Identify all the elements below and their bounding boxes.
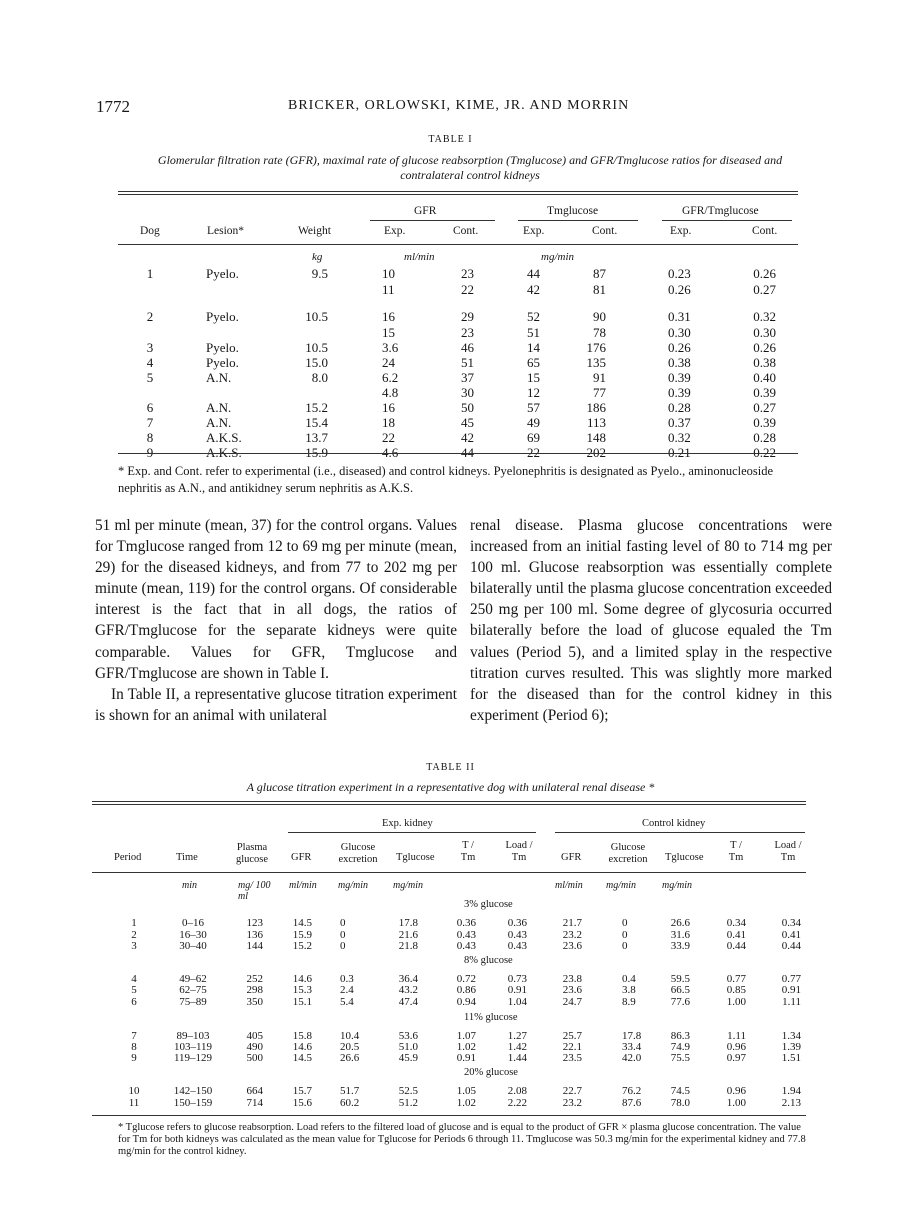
t2-cell-c-gfr: 25.7	[562, 1030, 582, 1042]
t2-cell-c-gfr: 23.6	[562, 940, 582, 952]
t1-cell-gfr-exp: 10	[382, 266, 395, 281]
t1-cell-dog: 8	[146, 430, 154, 445]
t1-cell-gfr-cont: 37	[461, 370, 474, 385]
t2-cell-c-exc: 0	[622, 929, 628, 941]
t2-cell-c-tg: 33.9	[670, 940, 690, 952]
t2-cell-e-load: 1.04	[507, 996, 527, 1008]
t1-cell-tm-exp: 51	[527, 325, 540, 340]
t1-col-dog: Dog	[140, 225, 160, 237]
t2-section-label: 3% glucose	[464, 899, 513, 910]
t1-cell-dog: 1	[146, 266, 154, 281]
t2-cell-plasma: 714	[246, 1097, 263, 1109]
t1-cell-tm-exp: 12	[527, 385, 540, 400]
t1-cell-weight: 15.2	[305, 400, 328, 415]
t2-cell-c-load: 0.44	[781, 940, 801, 952]
t2-cell-c-load: 0.91	[781, 984, 801, 996]
t1-cell-ratio-exp: 0.31	[668, 309, 691, 324]
t2-cell-e-tg: 51.0	[398, 1041, 418, 1053]
t2-cell-c-load: 0.34	[781, 917, 801, 929]
t2-cell-e-gfr: 15.1	[292, 996, 312, 1008]
t2-cell-plasma: 350	[246, 996, 263, 1008]
t2-cell-e-load: 1.27	[507, 1030, 527, 1042]
t2-cell-e-ttm: 1.02	[456, 1097, 476, 1109]
t2-cell-c-tg: 59.5	[670, 973, 690, 985]
t1-cell-ratio-exp: 0.39	[668, 385, 691, 400]
t1-cell-tm-exp: 14	[527, 340, 540, 355]
t1-cell-ratio-exp: 0.23	[668, 266, 691, 281]
t1-unit-weight: kg	[312, 251, 323, 263]
t1-cell-weight: 8.0	[311, 370, 328, 385]
t1-cell-tm-exp: 22	[527, 445, 540, 460]
t1-group-gfr: GFR	[414, 205, 437, 217]
t1-cell-gfr-exp: 3.6	[382, 340, 399, 355]
t2-cell-time: 49–62	[179, 973, 207, 985]
t2-cell-e-tg: 17.8	[398, 917, 418, 929]
t1-cell-weight: 13.7	[305, 430, 328, 445]
t2-cell-c-gfr: 23.6	[562, 984, 582, 996]
t2-cell-period: 5	[131, 984, 137, 996]
t1-cell-gfr-exp: 15	[382, 325, 395, 340]
t2-cell-e-gfr: 14.6	[292, 1041, 312, 1053]
t2-group-cont: Control kidney	[642, 818, 706, 829]
t2-cell-c-gfr: 23.5	[562, 1052, 582, 1064]
t2-cell-e-ttm: 0.94	[456, 996, 476, 1008]
body-column-right	[470, 515, 832, 726]
page-number: 1772	[96, 97, 130, 116]
t1-col-lesion: Lesion*	[207, 225, 245, 237]
t2-cell-c-load: 0.41	[781, 929, 801, 941]
t2-cell-e-exc: 60.2	[340, 1097, 360, 1109]
t2-cell-c-gfr: 23.8	[562, 973, 582, 985]
t2-cell-e-exc: 0	[340, 940, 346, 952]
t2-cell-c-gfr: 24.7	[562, 996, 582, 1008]
t2-cell-c-ttm: 0.34	[726, 917, 746, 929]
t2-col-exp-tglucose: Tglucose	[396, 852, 435, 863]
t1-cell-lesion: A.N.	[206, 370, 232, 385]
t1-cell-gfr-cont: 23	[461, 266, 474, 281]
t2-cell-period: 2	[131, 929, 137, 941]
t2-cell-c-exc: 0.4	[622, 973, 636, 985]
t1-cell-dog: 7	[146, 415, 154, 430]
t1-col-tm-exp: Exp.	[523, 225, 545, 237]
t2-cell-c-ttm: 0.96	[726, 1041, 746, 1053]
t2-cell-e-exc: 20.5	[340, 1041, 360, 1053]
t2-cell-time: 75–89	[179, 996, 207, 1008]
t2-cell-c-load: 1.39	[781, 1041, 801, 1053]
t2-cell-plasma: 144	[246, 940, 263, 952]
t2-cell-c-load: 1.34	[781, 1030, 801, 1042]
t2-cell-e-ttm: 0.72	[456, 973, 476, 985]
t2-unit-exp-gfr: ml/min	[289, 880, 317, 891]
t2-cell-e-exc: 0	[340, 917, 346, 929]
t2-cell-e-tg: 51.2	[398, 1097, 418, 1109]
t2-cell-period: 9	[131, 1052, 137, 1064]
t1-cell-gfr-exp: 18	[382, 415, 395, 430]
running-head: BRICKER, ORLOWSKI, KIME, JR. AND MORRIN	[288, 98, 630, 113]
t1-cell-tm-cont: 81	[593, 282, 606, 297]
t2-cell-c-tg: 26.6	[670, 917, 690, 929]
t2-col-exp-excretion: Glucose excretion	[338, 842, 378, 865]
t2-cell-c-gfr: 22.1	[562, 1041, 582, 1053]
t1-cell-ratio-exp: 0.26	[668, 340, 691, 355]
t1-cell-lesion: Pyelo.	[206, 309, 239, 324]
t2-cell-c-tg: 74.9	[670, 1041, 690, 1053]
t1-cell-ratio-cont: 0.38	[753, 355, 776, 370]
t2-unit-time: min	[182, 880, 197, 891]
t1-col-tm-cont: Cont.	[592, 225, 618, 237]
t2-cell-c-exc: 87.6	[622, 1097, 642, 1109]
t1-cell-gfr-cont: 50	[461, 400, 474, 415]
t1-cell-tm-cont: 148	[586, 430, 606, 445]
t2-cell-period: 8	[131, 1041, 137, 1053]
t2-cell-c-gfr: 23.2	[562, 929, 582, 941]
t2-cell-e-exc: 26.6	[340, 1052, 360, 1064]
t1-cell-dog: 4	[146, 355, 154, 370]
t2-cell-e-load: 2.08	[507, 1085, 527, 1097]
t2-unit-exp-tglucose: mg/min	[393, 880, 423, 891]
t2-cell-c-load: 1.11	[782, 996, 801, 1008]
t2-cell-e-tg: 45.9	[398, 1052, 418, 1064]
t2-unit-cont-gfr: ml/min	[555, 880, 583, 891]
t2-cell-c-ttm: 0.96	[726, 1085, 746, 1097]
t1-cell-ratio-exp: 0.28	[668, 400, 691, 415]
t2-unit-plasma: mg/ 100 ml	[238, 880, 271, 902]
t1-cell-lesion: Pyelo.	[206, 355, 239, 370]
t2-cell-c-exc: 8.9	[622, 996, 636, 1008]
body-right-paragraph-1: renal disease. Plasma glucose concentrations were increased from an initial fasting level of 80 to 714 mg per 100 ml. Glucose reabsorption was essentially complete bilaterally until the plasma glucose concentration exceeded 250 mg per 100 ml. Some degree of glycosuria occurred bilaterally before the load of glucose equaled the Tm values (Period 5), and a limited splay in the respective titration curves resulted. This was slightly more marked for the diseased than for the control kidney in this experiment (Period 6);	[470, 517, 832, 724]
t2-cell-e-gfr: 14.5	[292, 1052, 312, 1064]
t1-cell-dog: 3	[146, 340, 154, 355]
t2-cell-e-gfr: 14.6	[292, 973, 312, 985]
body-column-left	[95, 515, 457, 726]
t2-cell-e-exc: 0.3	[340, 973, 354, 985]
t1-cell-ratio-exp: 0.30	[668, 325, 691, 340]
t2-cell-c-exc: 0	[622, 917, 628, 929]
t2-col-exp-gfr: GFR	[291, 852, 312, 863]
t1-cell-tm-exp: 65	[527, 355, 540, 370]
t1-cell-ratio-exp: 0.38	[668, 355, 691, 370]
t2-cell-e-exc: 51.7	[340, 1085, 360, 1097]
t1-cell-gfr-cont: 30	[461, 385, 474, 400]
t2-cell-e-tg: 36.4	[398, 973, 418, 985]
t1-cell-weight: 15.9	[305, 445, 328, 460]
t1-cell-tm-exp: 42	[527, 282, 540, 297]
t2-cell-time: 150–159	[173, 1097, 213, 1109]
t1-cell-gfr-cont: 51	[461, 355, 474, 370]
t2-cell-c-exc: 17.8	[622, 1030, 642, 1042]
t2-cell-period: 6	[131, 996, 137, 1008]
t1-cell-tm-exp: 44	[527, 266, 540, 281]
t2-cell-c-ttm: 1.11	[727, 1030, 746, 1042]
t2-cell-e-tg: 43.2	[398, 984, 418, 996]
t1-cell-gfr-exp: 16	[382, 400, 395, 415]
t1-cell-tm-cont: 87	[593, 266, 606, 281]
t1-cell-lesion: Pyelo.	[206, 266, 239, 281]
t1-cell-ratio-exp: 0.21	[668, 445, 691, 460]
table2-label: TABLE II	[426, 762, 475, 773]
t2-cell-e-tg: 52.5	[398, 1085, 418, 1097]
t1-cell-ratio-cont: 0.27	[753, 400, 776, 415]
t1-cell-tm-cont: 113	[586, 415, 606, 430]
t1-cell-ratio-cont: 0.39	[753, 415, 776, 430]
t2-cell-e-ttm: 0.43	[456, 940, 476, 952]
t1-col-weight: Weight	[298, 225, 331, 237]
t2-cell-e-gfr: 15.6	[292, 1097, 312, 1109]
t2-section-label: 20% glucose	[464, 1067, 518, 1078]
t2-cell-time: 16–30	[179, 929, 207, 941]
t2-cell-c-tg: 77.6	[670, 996, 690, 1008]
t1-cell-ratio-exp: 0.32	[668, 430, 691, 445]
t2-cell-e-tg: 47.4	[398, 996, 418, 1008]
t1-col-gfr-cont: Cont.	[453, 225, 479, 237]
t1-cell-lesion: A.K.S.	[206, 445, 242, 460]
t1-cell-weight: 15.0	[305, 355, 328, 370]
t1-cell-ratio-cont: 0.30	[753, 325, 776, 340]
t2-cell-c-ttm: 0.41	[726, 929, 746, 941]
t2-cell-plasma: 405	[246, 1030, 263, 1042]
t2-cell-e-load: 0.73	[507, 973, 527, 985]
t1-cell-tm-cont: 176	[586, 340, 606, 355]
t2-cell-e-ttm: 0.91	[456, 1052, 476, 1064]
t1-cell-tm-exp: 49	[527, 415, 540, 430]
t1-cell-weight: 9.5	[311, 266, 328, 281]
t2-cell-plasma: 664	[246, 1085, 263, 1097]
t2-cell-e-ttm: 0.36	[456, 917, 476, 929]
t1-cell-tm-exp: 57	[527, 400, 540, 415]
t2-cell-e-ttm: 0.86	[456, 984, 476, 996]
t1-cell-lesion: A.K.S.	[206, 430, 242, 445]
t1-cell-tm-cont: 202	[586, 445, 606, 460]
t1-cell-lesion: Pyelo.	[206, 340, 239, 355]
t1-cell-ratio-cont: 0.27	[753, 282, 776, 297]
t1-cell-gfr-cont: 22	[461, 282, 474, 297]
t1-cell-ratio-cont: 0.22	[753, 445, 776, 460]
t1-cell-gfr-exp: 6.2	[382, 370, 399, 385]
t2-cell-c-ttm: 0.44	[726, 940, 746, 952]
t2-cell-e-ttm: 1.05	[456, 1085, 476, 1097]
t2-group-exp: Exp. kidney	[382, 818, 433, 829]
t1-cell-ratio-cont: 0.26	[753, 340, 776, 355]
t2-col-cont-load: Load / Tm	[774, 840, 802, 863]
t2-cell-e-exc: 5.4	[340, 996, 354, 1008]
t2-cell-e-tg: 53.6	[398, 1030, 418, 1042]
t1-cell-gfr-cont: 44	[461, 445, 474, 460]
t2-cell-e-gfr: 15.3	[292, 984, 312, 996]
t1-cell-dog: 2	[146, 309, 154, 324]
t1-group-tm: Tmglucose	[547, 205, 599, 217]
t1-cell-ratio-cont: 0.32	[753, 309, 776, 324]
t1-cell-tm-cont: 186	[586, 400, 606, 415]
t2-cell-plasma: 252	[246, 973, 263, 985]
t1-cell-gfr-exp: 24	[382, 355, 395, 370]
t1-cell-gfr-exp: 16	[382, 309, 395, 324]
t2-cell-e-ttm: 1.07	[456, 1030, 476, 1042]
t2-col-exp-ttm: T / Tm	[460, 840, 476, 863]
t2-cell-c-tg: 66.5	[670, 984, 690, 996]
t1-cell-lesion: A.N.	[206, 400, 232, 415]
t2-cell-e-gfr: 15.7	[292, 1085, 312, 1097]
t1-cell-gfr-cont: 29	[461, 309, 474, 324]
t1-cell-weight: 15.4	[305, 415, 328, 430]
t2-cell-time: 119–129	[173, 1052, 213, 1064]
t1-cell-gfr-exp: 11	[382, 282, 395, 297]
t2-cell-c-ttm: 0.85	[726, 984, 746, 996]
t2-cell-e-load: 0.36	[507, 917, 527, 929]
t2-cell-c-tg: 31.6	[670, 929, 690, 941]
t2-cell-c-load: 0.77	[781, 973, 801, 985]
t1-cell-gfr-cont: 23	[461, 325, 474, 340]
t2-cell-e-tg: 21.6	[398, 929, 418, 941]
t2-cell-e-load: 0.91	[507, 984, 527, 996]
t1-cell-tm-exp: 52	[527, 309, 540, 324]
t2-cell-plasma: 298	[246, 984, 263, 996]
t2-cell-period: 4	[131, 973, 137, 985]
t2-cell-e-gfr: 15.2	[292, 940, 312, 952]
t2-cell-c-ttm: 1.00	[726, 996, 746, 1008]
t1-cell-ratio-cont: 0.28	[753, 430, 776, 445]
t1-cell-tm-exp: 69	[527, 430, 540, 445]
t2-cell-c-gfr: 22.7	[562, 1085, 582, 1097]
t2-cell-plasma: 500	[246, 1052, 263, 1064]
t1-cell-dog: 9	[146, 445, 154, 460]
t1-col-ratio-exp: Exp.	[670, 225, 692, 237]
t2-cell-c-exc: 76.2	[622, 1085, 642, 1097]
t2-cell-c-tg: 75.5	[670, 1052, 690, 1064]
t1-cell-ratio-exp: 0.26	[668, 282, 691, 297]
t1-cell-lesion: A.N.	[206, 415, 232, 430]
t2-cell-period: 7	[131, 1030, 137, 1042]
table1-label: TABLE I	[428, 134, 473, 145]
t1-group-ratio: GFR/Tmglucose	[682, 205, 759, 217]
t2-cell-c-exc: 0	[622, 940, 628, 952]
t2-cell-c-tg: 86.3	[670, 1030, 690, 1042]
t2-cell-c-ttm: 0.77	[726, 973, 746, 985]
t2-cell-e-load: 1.42	[507, 1041, 527, 1053]
t2-cell-e-gfr: 15.8	[292, 1030, 312, 1042]
table1-footnote: * Exp. and Cont. refer to experimental (i.e., diseased) and control kidneys. Pyelonephritis is designated as Pyelo., aminonucleoside nephritis as A.N., and antikidney serum nephritis as A.K.S.	[118, 464, 774, 495]
t2-cell-time: 142–150	[173, 1085, 213, 1097]
t2-cell-time: 62–75	[179, 984, 207, 996]
t2-cell-period: 11	[128, 1097, 140, 1109]
t2-cell-c-ttm: 1.00	[726, 1097, 746, 1109]
t1-cell-tm-cont: 91	[593, 370, 606, 385]
t2-cell-c-load: 1.94	[781, 1085, 801, 1097]
t1-cell-weight: 10.5	[305, 309, 328, 324]
t2-cell-e-exc: 10.4	[340, 1030, 360, 1042]
t2-col-exp-load: Load / Tm	[505, 840, 533, 863]
t1-cell-gfr-exp: 4.8	[382, 385, 399, 400]
t2-cell-e-exc: 0	[340, 929, 346, 941]
t1-unit-tm: mg/min	[541, 251, 574, 263]
t1-cell-ratio-exp: 0.39	[668, 370, 691, 385]
t2-cell-c-exc: 42.0	[622, 1052, 642, 1064]
t2-cell-e-exc: 2.4	[340, 984, 354, 996]
t2-cell-time: 103–119	[173, 1041, 213, 1053]
t2-col-time: Time	[176, 852, 198, 863]
t2-col-cont-ttm: T / Tm	[728, 840, 744, 863]
t2-cell-e-load: 0.43	[507, 940, 527, 952]
t2-cell-time: 30–40	[179, 940, 207, 952]
table1-caption: Glomerular filtration rate (GFR), maximal rate of glucose reabsorption (Tmglucose) and GFR/Tmglucose ratios for diseased and contralateral control kidneys	[157, 153, 783, 182]
t2-col-plasma: Plasma glucose	[235, 842, 269, 865]
table2-caption: A glucose titration experiment in a representative dog with unilateral renal disease *	[246, 780, 655, 794]
t2-cell-c-tg: 74.5	[670, 1085, 690, 1097]
t2-cell-c-exc: 3.8	[622, 984, 636, 996]
t1-cell-dog: 6	[146, 400, 154, 415]
t1-cell-ratio-cont: 0.26	[753, 266, 776, 281]
t1-cell-dog: 5	[146, 370, 154, 385]
t2-cell-c-gfr: 23.2	[562, 1097, 582, 1109]
t2-cell-period: 10	[128, 1085, 140, 1097]
t2-cell-time: 0–16	[182, 917, 204, 929]
t2-cell-e-ttm: 0.43	[456, 929, 476, 941]
t1-col-ratio-cont: Cont.	[752, 225, 778, 237]
t1-cell-ratio-exp: 0.37	[668, 415, 691, 430]
t1-cell-tm-cont: 77	[593, 385, 606, 400]
t1-unit-gfr: ml/min	[404, 251, 435, 263]
t2-cell-e-load: 1.44	[507, 1052, 527, 1064]
t2-cell-plasma: 490	[246, 1041, 263, 1053]
t2-cell-e-load: 2.22	[507, 1097, 527, 1109]
t2-col-period: Period	[114, 852, 142, 863]
t2-cell-e-gfr: 14.5	[292, 917, 312, 929]
t2-cell-c-tg: 78.0	[670, 1097, 690, 1109]
t2-cell-c-load: 2.13	[781, 1097, 801, 1109]
t1-cell-weight: 10.5	[305, 340, 328, 355]
t2-col-cont-tglucose: Tglucose	[665, 852, 704, 863]
t2-cell-e-tg: 21.8	[398, 940, 418, 952]
t2-section-label: 11% glucose	[464, 1012, 518, 1023]
t1-cell-ratio-cont: 0.39	[753, 385, 776, 400]
t2-col-cont-gfr: GFR	[561, 852, 582, 863]
t2-cell-c-exc: 33.4	[622, 1041, 642, 1053]
t1-cell-tm-cont: 135	[586, 355, 606, 370]
t2-unit-cont-excretion: mg/min	[606, 880, 636, 891]
body-left-paragraph-1: 51 ml per minute (mean, 37) for the control organs. Values for Tmglucose ranged from 12 to 69 mg per minute (mean, 29) for the diseased kidneys, and from 77 to 202 mg per minute (mean, 119) for the control organs. Of considerable interest is the fact that in all dogs, the ratios of GFR/Tmglucose for the separate kidneys were quite comparable. Values for GFR, Tmglucose and GFR/Tmglucose are shown in Table I.	[95, 517, 457, 682]
t2-unit-cont-tglucose: mg/min	[662, 880, 692, 891]
t2-cell-c-load: 1.51	[781, 1052, 801, 1064]
t2-cell-period: 1	[131, 917, 137, 929]
body-left-paragraph-2: In Table II, a representative glucose titration experiment is shown for an animal with unilateral	[95, 685, 457, 724]
t2-cell-time: 89–103	[176, 1030, 210, 1042]
t1-cell-ratio-cont: 0.40	[753, 370, 776, 385]
t1-cell-gfr-cont: 42	[461, 430, 474, 445]
t1-cell-gfr-cont: 45	[461, 415, 474, 430]
t2-cell-period: 3	[131, 940, 137, 952]
t1-cell-gfr-exp: 4.6	[382, 445, 399, 460]
t1-cell-tm-exp: 15	[527, 370, 540, 385]
t2-unit-exp-excretion: mg/min	[338, 880, 368, 891]
t2-cell-e-load: 0.43	[507, 929, 527, 941]
t2-cell-c-gfr: 21.7	[562, 917, 582, 929]
t1-cell-tm-cont: 78	[593, 325, 606, 340]
t2-col-cont-excretion: Glucose excretion	[608, 842, 648, 865]
t2-cell-plasma: 136	[246, 929, 263, 941]
t1-cell-gfr-cont: 46	[461, 340, 474, 355]
table2-footnote: * Tglucose refers to glucose reabsorption. Load refers to the filtered load of glucose and is equal to the product of GFR × plasma glucose concentration. The value for Tm for both kidneys was calculated as the mean value for Tglucose for Periods 6 through 11. Tmglucose was 50.3 mg/min for the experimental kidney and 77.8 mg/min for the control kidney.	[118, 1122, 806, 1157]
t1-cell-gfr-exp: 22	[382, 430, 395, 445]
t2-cell-plasma: 123	[246, 917, 263, 929]
t2-cell-c-ttm: 0.97	[726, 1052, 746, 1064]
t2-cell-e-ttm: 1.02	[456, 1041, 476, 1053]
t2-cell-e-gfr: 15.9	[292, 929, 312, 941]
t2-section-label: 8% glucose	[464, 955, 513, 966]
t1-cell-tm-cont: 90	[593, 309, 606, 324]
t1-col-gfr-exp: Exp.	[384, 225, 406, 237]
